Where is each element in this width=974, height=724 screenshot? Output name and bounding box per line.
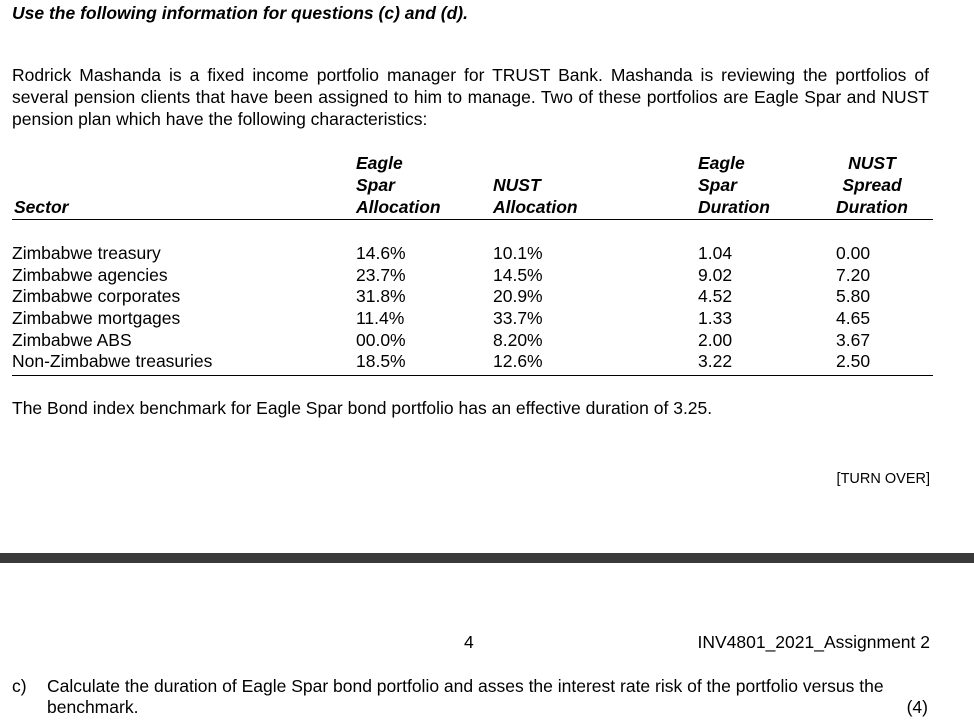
header-nust-spread-duration: NUST Spread Duration	[836, 153, 908, 217]
question-marks: (4)	[906, 697, 928, 717]
table-cell: 11.4%	[356, 308, 405, 329]
page-divider-band	[0, 553, 974, 563]
table-cell: 1.04	[698, 243, 733, 263]
table-cell: 5.80	[836, 286, 871, 307]
question-label: c)	[12, 676, 27, 696]
table-cell: Non-Zimbabwe treasuries	[12, 351, 213, 372]
table-cell: Zimbabwe corporates	[12, 286, 181, 307]
page-number: 4	[464, 632, 474, 652]
eagle-allocation-column	[356, 243, 406, 373]
instruction-heading: Use the following information for questions (c) and (d).	[12, 3, 468, 23]
header-eagle-allocation: Eagle Spar Allocation	[356, 153, 441, 217]
table-cell: 10.1%	[493, 243, 543, 263]
table-cell: 18.5%	[356, 351, 406, 372]
nust-spread-duration-column	[836, 243, 870, 373]
eagle-duration-column	[698, 243, 732, 373]
document-code: INV4801_2021_Assignment 2	[697, 632, 930, 652]
table-cell: 20.9%	[493, 286, 543, 307]
turn-over-label: [TURN OVER]	[836, 471, 930, 487]
table-cell: 14.5%	[493, 264, 543, 285]
table-cell: 7.20	[836, 264, 871, 285]
table-cell: 23.7%	[356, 264, 406, 285]
table-bottom-rule	[12, 375, 933, 376]
table-header-rule	[12, 219, 933, 220]
table-cell: 3.67	[836, 329, 871, 350]
table-cell: 4.52	[698, 286, 733, 307]
table-cell: Zimbabwe agencies	[12, 264, 168, 285]
table-cell: 2.00	[698, 329, 733, 350]
benchmark-note: The Bond index benchmark for Eagle Spar bond portfolio has an effective duration of 3.25.	[12, 398, 713, 418]
header-sector: Sector	[14, 197, 69, 217]
table-cell: Zimbabwe ABS	[12, 329, 132, 350]
table-cell: 14.6%	[356, 243, 406, 263]
table-cell: 0.00	[836, 243, 871, 263]
header-eagle-duration: Eagle Spar Duration	[698, 153, 770, 217]
table-cell: Zimbabwe treasury	[12, 243, 161, 263]
question-text: Calculate the duration of Eagle Spar bond portfolio and asses the interest rate risk of the portfolio versus the benchmark.	[47, 676, 884, 717]
table-cell: 31.8%	[356, 286, 406, 307]
table-cell: 33.7%	[493, 308, 543, 329]
intro-paragraph: Rodrick Mashanda is a fixed income portfolio manager for TRUST Bank. Mashanda is reviewing the portfolios of several pension clients that have been assigned to him to manage. Two of these portfolios are Eagle Spar and NUST pension plan which have the following characteristics:	[12, 65, 929, 129]
table-cell: 1.33	[698, 308, 733, 329]
table-cell: 00.0%	[356, 329, 406, 350]
sector-column	[12, 243, 212, 373]
table-cell: 2.50	[836, 351, 871, 372]
table-cell: 12.6%	[493, 351, 543, 372]
table-cell: 8.20%	[493, 329, 543, 350]
header-nust-allocation: NUST Allocation	[493, 175, 578, 217]
table-cell: 9.02	[698, 264, 733, 285]
table-cell: 3.22	[698, 351, 733, 372]
table-cell: Zimbabwe mortgages	[12, 308, 181, 329]
table-cell: 4.65	[836, 308, 871, 329]
nust-allocation-column	[493, 243, 543, 373]
